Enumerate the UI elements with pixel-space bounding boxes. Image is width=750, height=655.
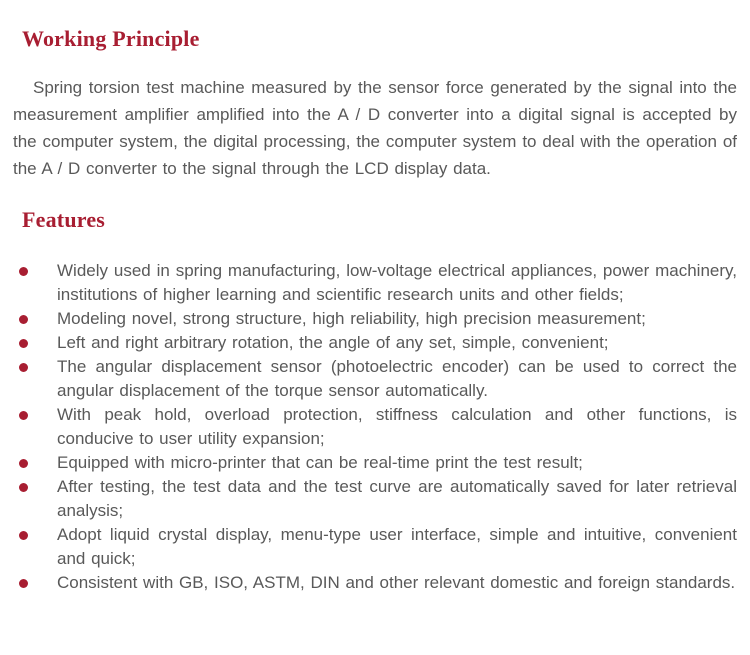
feature-item bbox=[13, 355, 737, 403]
filled-circle-bullet-icon bbox=[19, 483, 28, 492]
working-principle-heading: Working Principle bbox=[22, 26, 200, 51]
feature-item-text: The angular displacement sensor (photoelectric encoder) can be used to correct the angular displacement of the torque sensor automatically. bbox=[57, 357, 737, 400]
filled-circle-bullet-icon bbox=[19, 339, 28, 348]
feature-item-text: With peak hold, overload protection, stiffness calculation and other functions, is conducive to user utility expansion; bbox=[57, 405, 737, 448]
product-description-page bbox=[0, 25, 750, 655]
filled-circle-bullet-icon bbox=[19, 531, 28, 540]
working-principle-section bbox=[0, 25, 750, 182]
feature-item-text: Adopt liquid crystal display, menu-type user interface, simple and intuitive, convenient and quick; bbox=[57, 525, 737, 568]
feature-item bbox=[13, 259, 737, 307]
feature-item bbox=[13, 307, 737, 331]
feature-item-text: Consistent with GB, ISO, ASTM, DIN and other relevant domestic and foreign standards. bbox=[57, 573, 736, 592]
filled-circle-bullet-icon bbox=[19, 315, 28, 324]
feature-item-text: Equipped with micro-printer that can be real-time print the test result; bbox=[57, 453, 583, 472]
feature-item-text: Left and right arbitrary rotation, the angle of any set, simple, convenient; bbox=[57, 333, 609, 352]
features-section bbox=[0, 206, 750, 595]
feature-item bbox=[13, 331, 737, 355]
features-heading: Features bbox=[22, 207, 106, 232]
feature-item bbox=[13, 451, 737, 475]
feature-item bbox=[13, 403, 737, 451]
filled-circle-bullet-icon bbox=[19, 267, 28, 276]
feature-item bbox=[13, 475, 737, 523]
feature-item-text: Modeling novel, strong structure, high reliability, high precision measurement; bbox=[57, 309, 646, 328]
filled-circle-bullet-icon bbox=[19, 459, 28, 468]
filled-circle-bullet-icon bbox=[19, 579, 28, 588]
feature-item-text: Widely used in spring manufacturing, low-voltage electrical appliances, power machinery, institutions of higher learning and scientific research units and other fields; bbox=[57, 261, 737, 304]
features-list bbox=[13, 259, 737, 595]
feature-item bbox=[13, 571, 737, 595]
working-principle-paragraph: Spring torsion test machine measured by the sensor force generated by the signal into the measurement amplifier amplified into the A / D converter into a digital signal is accepted by the computer system, the digital processing, the computer system to deal with the operation of the A / D converter to the signal through the LCD display data. bbox=[13, 78, 737, 178]
feature-item bbox=[13, 523, 737, 571]
filled-circle-bullet-icon bbox=[19, 411, 28, 420]
filled-circle-bullet-icon bbox=[19, 363, 28, 372]
feature-item-text: After testing, the test data and the test curve are automatically saved for later retrieval analysis; bbox=[57, 477, 737, 520]
